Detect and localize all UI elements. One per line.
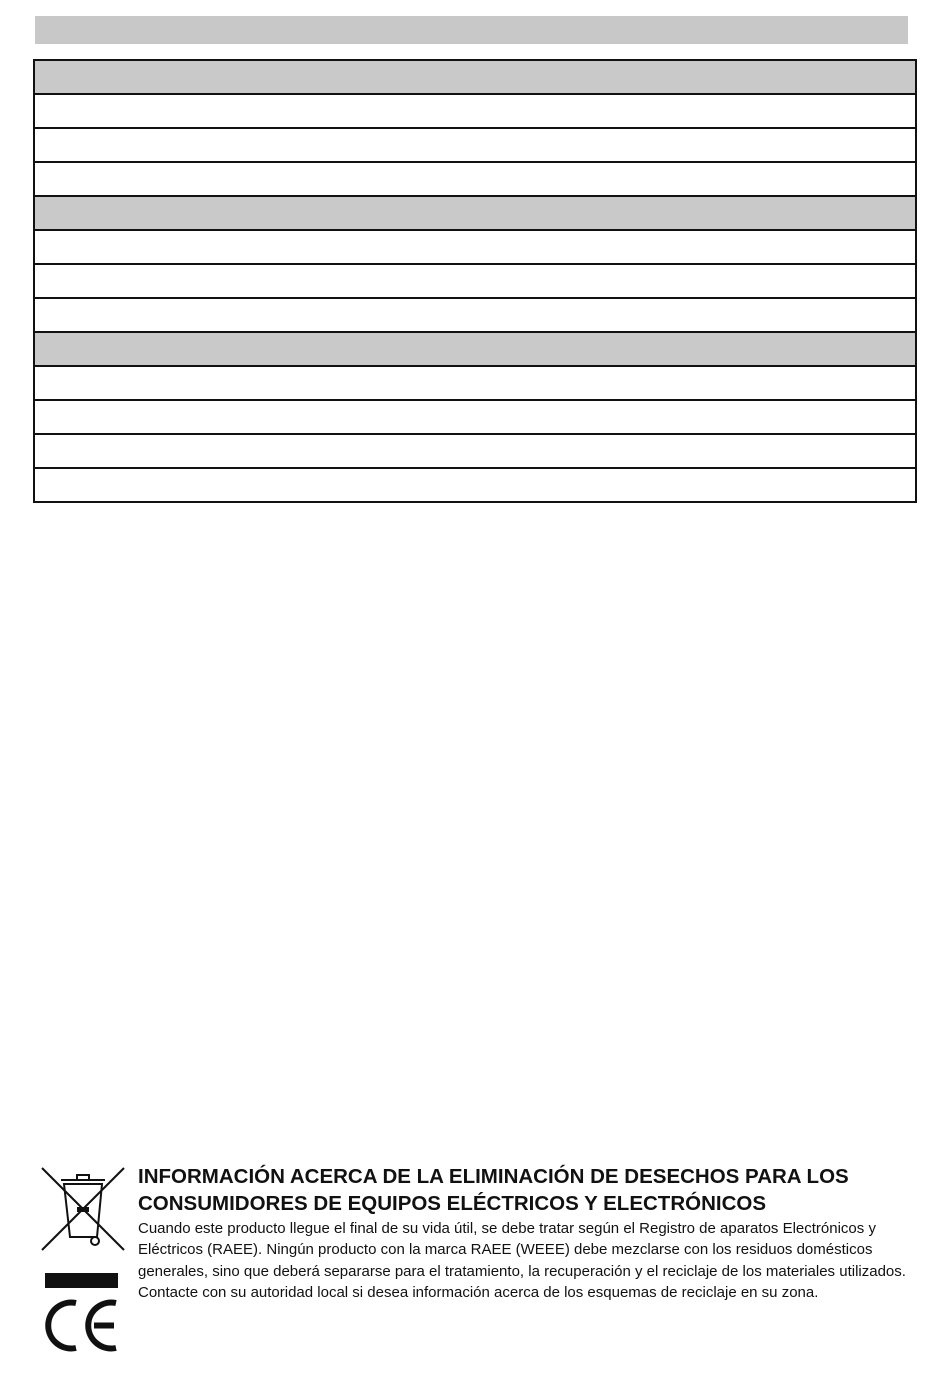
- table-cell-value: [635, 162, 916, 196]
- table-header-row: [34, 196, 916, 230]
- table-cell-value: [635, 230, 916, 264]
- table-cell-label: [34, 128, 635, 162]
- table-cell-value: [635, 60, 916, 94]
- table-cell-label: [34, 60, 635, 94]
- table-row: [34, 128, 916, 162]
- table-row: [34, 162, 916, 196]
- table-row: [34, 400, 916, 434]
- table-cell-label: [34, 162, 635, 196]
- table-cell-label: [34, 264, 635, 298]
- table-cell-value: [635, 298, 916, 332]
- table-row: [34, 468, 916, 502]
- table-cell-label: [34, 332, 635, 366]
- table-header-row: [34, 60, 916, 94]
- table-header-row: [34, 332, 916, 366]
- table-cell-value: [635, 264, 916, 298]
- table-row: [34, 230, 916, 264]
- table-row: [34, 94, 916, 128]
- table-cell-label: [34, 400, 635, 434]
- table-cell-label: [34, 94, 635, 128]
- disposal-title-line2: CONSUMIDORES DE EQUIPOS ELÉCTRICOS Y ELECTRÓNICOS: [138, 1192, 766, 1215]
- disposal-title: [138, 1163, 908, 1217]
- table-cell-label: [34, 366, 635, 400]
- table-cell-value: [635, 366, 916, 400]
- table-cell-value: [635, 400, 916, 434]
- spec-table: [33, 59, 917, 503]
- table-cell-value: [635, 332, 916, 366]
- table-cell-value: [635, 196, 916, 230]
- table-cell-value: [635, 94, 916, 128]
- table-cell-label: [34, 196, 635, 230]
- table-row: [34, 298, 916, 332]
- weee-underline-bar: [45, 1273, 118, 1288]
- spec-table-body: [34, 60, 916, 502]
- crossed-out-wheelie-bin-icon: [37, 1163, 129, 1255]
- disposal-body-text: Cuando este producto llegue el final de su vida útil, se debe tratar según el Registro de aparatos Electrónicos y Eléctricos (RAEE). Ningún producto con la marca RAEE (WEEE) debe mezclarse con los residuos domésticos generales, sino que deberá separarse para el tratamiento, la recuperación y el reciclaje de los materiales utilizados. Contacte con su autoridad local si desea información acerca de los esquemas de reciclaje en su zona.: [138, 1220, 906, 1302]
- table-row: [34, 434, 916, 468]
- disposal-title-line1: INFORMACIÓN ACERCA DE LA ELIMINACIÓN DE DESECHOS PARA LOS: [138, 1165, 849, 1188]
- header-bar: [35, 16, 908, 44]
- table-cell-label: [34, 230, 635, 264]
- table-cell-value: [635, 468, 916, 502]
- ce-mark-icon: [44, 1298, 120, 1353]
- table-row: [34, 366, 916, 400]
- table-row: [34, 264, 916, 298]
- table-cell-value: [635, 434, 916, 468]
- table-cell-label: [34, 468, 635, 502]
- table-cell-label: [34, 434, 635, 468]
- table-cell-label: [34, 298, 635, 332]
- table-cell-value: [635, 128, 916, 162]
